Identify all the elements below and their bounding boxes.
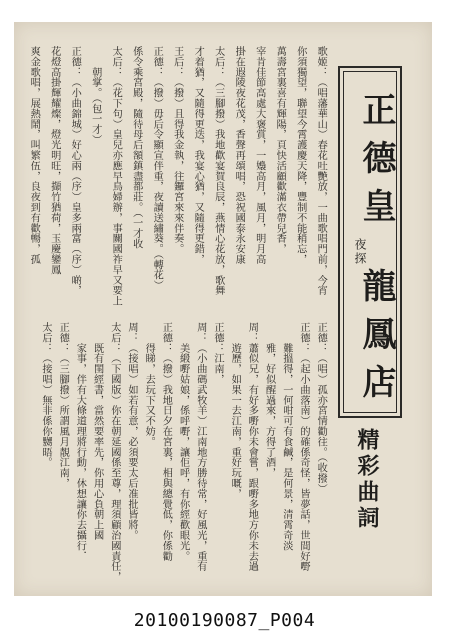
text-column: 正德：（唱）孤亦宮情勸往。（收撥） <box>315 322 327 494</box>
text-column: 朝掌。（包一才） <box>89 46 101 145</box>
title-small-text: 夜探 <box>353 238 367 266</box>
text-column: 正德：（撥）我地日夕在宮裏，相與總覺低，你係勸 <box>160 322 172 562</box>
text-column: 歌姬：（唱藩華山）春花吐艷放，一曲歌唱門前，今宵 <box>315 46 327 296</box>
text-column: 宰肯佳節高處大褒賞，一嬝高月，風月，明月高 <box>253 46 265 265</box>
text-column: 家事，伴有大條道理將行動，休想讓你去攝行． <box>74 322 86 562</box>
text-column: 正德：（撥）毋后令顯宣伴重，夜讀送繡葵。（轉花） <box>151 46 163 291</box>
text-column: 正德：江南， <box>212 322 223 385</box>
text-column: 太后：（三腳撥）我地歡宴賀良辰，燕情心花放，歌舞 <box>212 46 224 296</box>
text-column: 既有閨經書，當然要率先，你用心負朝上國 <box>91 322 103 541</box>
title-line-1: 正德皇 <box>356 92 396 236</box>
text-column: 雅，好似醒過來，方得了酒， <box>263 322 275 478</box>
title-line-2: 龍鳳店 <box>356 268 396 412</box>
text-column: 周：（小曲碼武牧羊）江南地方勝待常，好風光，重有 <box>194 322 206 572</box>
subtitle: 精彩曲詞 <box>354 428 380 532</box>
text-column: 太后：（花下句）皇兒亦應早鳥婦辦，事關國祚早又要上 <box>110 46 122 306</box>
text-column: 花燈高掛輝耀燦，燈光明旺，擷竹猶荷，玉慶鑾鳳 <box>48 46 60 275</box>
text-column: 掛在遐陵夜花茂，香聲再頌唱，恐祝國泰永安康 <box>233 46 245 265</box>
text-column: 周：（接唱）如若有意，必須要太后准批皆將。 <box>126 322 137 541</box>
text-column: 太后：（接唱）無非係你嬲晤。 <box>40 322 51 468</box>
text-column: 周：蕭似兄，有好多嘢你未會嘗，跟嘢多地方你未去過 <box>246 322 258 572</box>
text-column: 王后：（撥）且得我金執，往鑼宮來來伴奏。 <box>171 46 183 254</box>
text-column: 美緞嘢姑娘，係呼嘢，讓佢呼，有你經歡眼光。 <box>177 322 189 562</box>
text-column: 萬壽宮裏喜有輝陽，頁快活顧歡滿衣帶兒香， <box>274 46 286 254</box>
text-column: 正德：（三腳撥）所謂風月靚江南， <box>57 322 69 489</box>
text-column: 你須獨望，聯望今霄護慶天降，豐制不能稍忘， <box>294 46 306 265</box>
text-column: 爽金歌唱，展熱鬧，叫繁伍，良夜到有歡暢，孤 <box>28 46 40 265</box>
text-column: 正德：（起小曲落南）的確係奇怪，皆夢話，世間好嘢 <box>298 322 309 572</box>
text-column: 正德：（小曲錦城）好心兩（序）皇多兩富（序）啲， <box>69 46 81 296</box>
text-column: 才着猶，又隨得更迭，我宴心猶，又隨得更錯， <box>192 46 204 265</box>
text-column: 遊歷，如果一去江南，重好玩嘅， <box>229 322 241 499</box>
text-column: 得睇，去玩下又不妨。 <box>143 322 155 447</box>
text-column: 難搵得，一何咁可有食鹹，是何景，清霄奇淡 <box>280 322 292 551</box>
text-column: 太后：（下國版）你在朝延國係至尊，理須顧治國責任， <box>108 322 120 582</box>
text-column: 係令乘宮殿，隨待母后額鎮盡都莊。（一才收 <box>130 46 142 249</box>
image-caption: 20100190087_P004 <box>133 610 316 631</box>
